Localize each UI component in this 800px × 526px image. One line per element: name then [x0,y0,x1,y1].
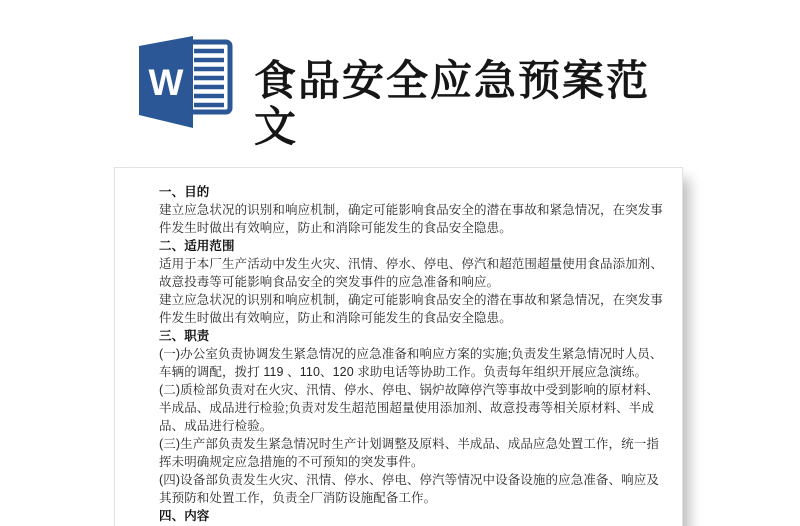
section-heading: 二、适用范围 [159,239,235,253]
body-text-line: 建立应急状况的识别和响应机制，确定可能影响食品安全的潜在事故和紧急情况，在突发事 [159,203,664,217]
document-body [115,168,682,525]
section-heading: 四、内容 [159,509,210,523]
body-text-line: 半成品、成品进行检验;负责对发生超范围超量使用添加剂、故意投毒等相关原材料、半成 [159,401,654,415]
body-text-line: 挥未明确规定应急措施的不可预知的突发事件。 [159,455,424,469]
body-text-line: (四)设备部负责发生火灾、汛情、停水、停电、停汽等情况中设备设施的应急准备、响应及 [159,473,659,487]
body-text-line: (二)质检部负责对在火灾、汛情、停水、停电、锅炉故障停汽等事故中受到影响的原材料、 [159,383,659,397]
word-icon-letter: W [148,62,184,103]
body-text-line: (一)办公室负责协调发生紧急情况的应急准备和响应方案的实施;负责发生紧急情况时人员、 [159,347,663,361]
body-text-line: 品、成品进行检验。 [159,419,273,433]
word-file-icon [136,32,236,132]
body-text-line: 件发生时做出有效响应，防止和消除可能发生的食品安全隐患。 [159,221,512,235]
body-text-line: 故意投毒等可能影响食品安全的突发事件的应急准备和响应。 [159,275,500,289]
word-icon-page-lines [194,51,224,105]
body-text-line: (三)生产部负责发生紧急情况时生产计划调整及原料、半成品、成品应急处置工作，统一指 [159,437,659,451]
section-heading: 三、职责 [159,329,210,343]
document-page [114,167,683,526]
page-title: 食品安全应急预案范文 [254,57,651,151]
body-text-line: 建立应急状况的识别和响应机制，确定可能影响食品安全的潜在事故和紧急情况，在突发事 [159,293,664,307]
body-text-line: 件发生时做出有效响应，防止和消除可能发生的食品安全隐患。 [159,311,512,325]
body-text-line: 车辆的调配，拨打 119 、110、120 求助电话等协助工作。负责每年组织开展应急演练。 [159,365,648,379]
body-text-line: 适用于本厂生产活动中发生火灾、汛情、停水、停电、停汽和超范围超量使用食品添加剂、 [159,257,664,271]
section-heading: 一、目的 [159,185,210,199]
body-text-line: 其预防和处置工作，负责全厂消防设施配备工作。 [159,491,437,505]
